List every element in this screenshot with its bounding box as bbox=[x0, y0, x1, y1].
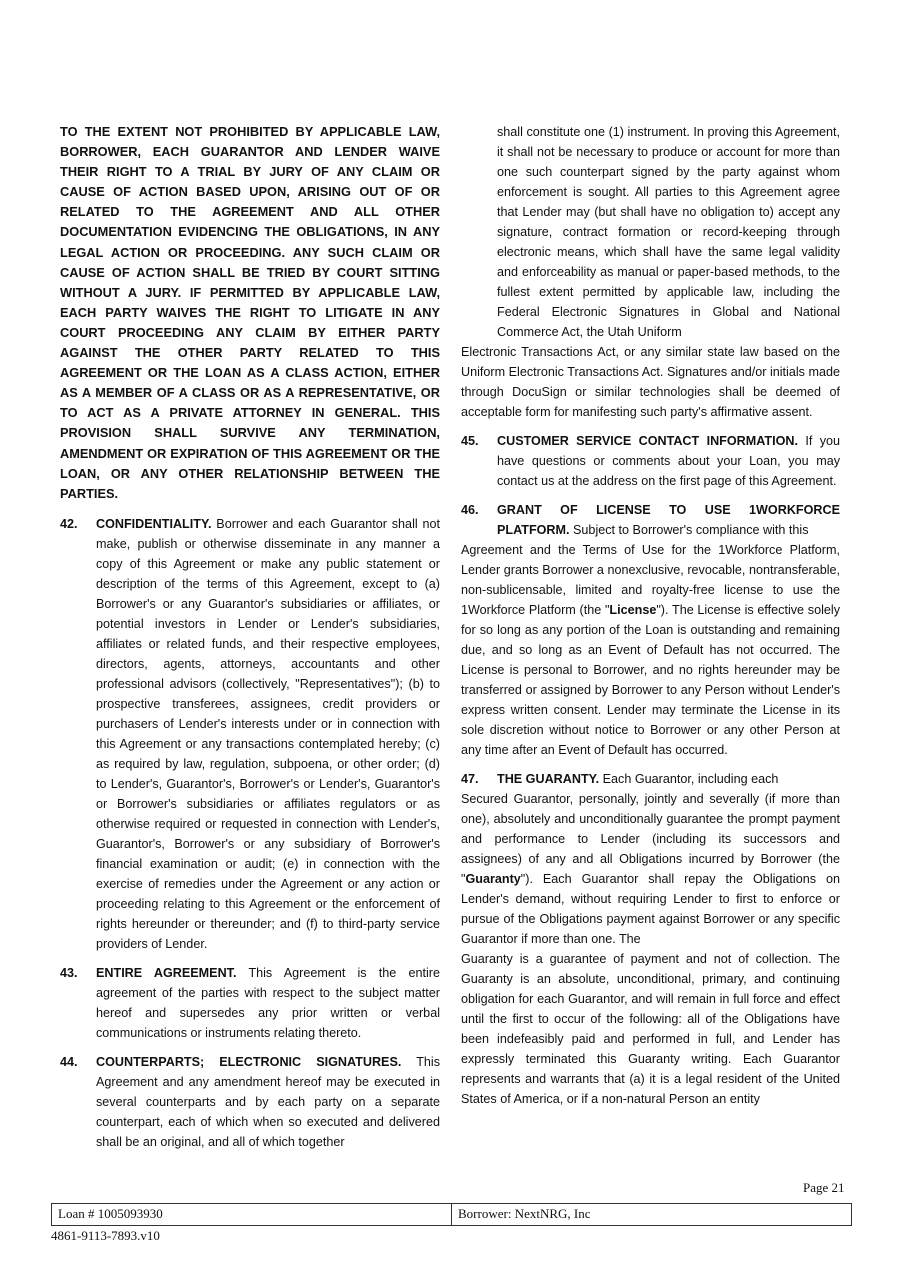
section-44-tail: Electronic Transactions Act, or any similar state law based on the Uniform Electronic Transactions Act. Signatures and/or initials made through DocuSign or similar technologies shall be deemed of acceptable form for manifesting such party's affirmative assent. bbox=[461, 345, 840, 419]
section-heading: ENTIRE AGREEMENT. bbox=[96, 965, 237, 980]
section-lead: Subject to Borrower's compliance with this bbox=[573, 523, 809, 537]
section-heading: COUNTERPARTS; ELECTRONIC SIGNATURES. bbox=[96, 1054, 402, 1069]
section-47-body: Secured Guarantor, personally, jointly and severally (if more than one), absolutely and unconditionally guarantee the prompt payment and performance to Lender (including its successors and assignees) of any and all Obligations incurred by Borrower (the "Guaranty"). Each Guarantor shall repay the Obligations on Lender's demand, without requiring Lender to first to enforce or pursue of the Obligations payment against Borrower or any specific Guarantor if more than one. The bbox=[461, 792, 840, 946]
left-column bbox=[60, 122, 440, 1161]
right-column bbox=[461, 122, 840, 1118]
defined-term-guaranty: Guaranty bbox=[465, 872, 521, 886]
section-45 bbox=[461, 431, 840, 491]
section-number: 47. bbox=[461, 772, 479, 786]
section-heading: GRANT OF LICENSE TO USE 1WORKFORCE PLATFORM. bbox=[497, 503, 840, 537]
section-heading: THE GUARANTY. bbox=[497, 772, 600, 786]
section-44-continued: shall constitute one (1) instrument. In proving this Agreement, it shall not be necessary to produce or account for more than one such counterpart signed by the party against whom enforcement is sought. All parties to this Agreement agree that Lender may (but shall have no obligation to) accept any signature, contract formation or record-keeping through electronic means, which shall have the same legal validity and enforceability as manual or paper-based methods, to the fullest extent permitted by applicable law, including the Federal Electronic Signatures in Global and National Commerce Act, the Utah Uniform bbox=[497, 125, 840, 339]
section-heading: CUSTOMER SERVICE CONTACT INFORMATION. bbox=[497, 434, 798, 448]
section-heading: CONFIDENTIALITY. bbox=[96, 516, 212, 531]
footer-table bbox=[51, 1203, 852, 1226]
page-number: Page 21 bbox=[803, 1180, 845, 1195]
defined-term-license: License bbox=[609, 603, 657, 617]
borrower-name: Borrower: NextNRG, Inc bbox=[451, 1204, 851, 1225]
section-44 bbox=[60, 1052, 440, 1152]
section-number: 44. bbox=[60, 1054, 78, 1069]
section-47-body-2: Guaranty is a guarantee of payment and not of collection. The Guaranty is an absolute, unconditional, primary, and continuing obligation for each Guarantor, and will remain in full force and effect until the first to occur of the following: all of the Obligations have been indefeasibly paid and performed in full, and Lender has expressly terminated this Guaranty writing. Each Guarantor represents and warrants that (a) it is a legal resident of the United States of America, or if a non-natural Person an entity bbox=[461, 952, 840, 1106]
section-number: 46. bbox=[461, 503, 479, 517]
section-number: 42. bbox=[60, 516, 78, 531]
document-id: 4861-9113-7893.v10 bbox=[51, 1228, 160, 1243]
section-body: This Agreement and any amendment hereof may be executed in several counterparts and by each party on a separate counterpart, each of which when so executed and delivered shall be an original, and all of which together bbox=[96, 1054, 440, 1149]
loan-number: Loan # 1005093930 bbox=[58, 1206, 163, 1221]
section-46-body: Agreement and the Terms of Use for the 1Workforce Platform, Lender grants Borrower a nonexclusive, revocable, nontransferable, non-sublicensable, limited and royalty-free license to use the 1Workforce Platform (the "License"). The License is effective solely for so long as any portion of the Loan is outstanding and remaining due, and so long as an Event of Default has not occurred. The License is personal to Borrower, and no rights hereunder may be transferred or assigned by Borrower to any Person without Lender's express written consent. Lender may terminate the License in its sole discretion without notice to Borrower or any other Person at any time after an Event of Default has occurred. bbox=[461, 543, 840, 757]
section-number: 43. bbox=[60, 965, 78, 980]
section-42 bbox=[60, 514, 440, 954]
section-47 bbox=[461, 769, 840, 789]
section-46 bbox=[461, 500, 840, 540]
section-lead: Each Guarantor, including each bbox=[602, 772, 779, 786]
section-43 bbox=[60, 963, 440, 1043]
section-number: 45. bbox=[461, 434, 479, 448]
section-body: Borrower and each Guarantor shall not make, publish or otherwise disseminate in any manner a copy of this Agreement or make any public statement or description of the terms of this Agreement, except to (a) Borrower's or any Guarantor's subsidiaries or affiliates, or potential investors in Lender or Lender's subsidiaries, affiliates or related funds, and their respective employees, directors, agents, attorneys, accountants and other professional advisors (collectively, "Representatives"); (b) to prospective transferees, assignees, credit providers or purchasers of Lender's interests under or in connection with this Agreement or any transactions contemplated hereby; (c) as required by law, regulation, subpoena, or other order; (d) to Lender's, Guarantor's, Borrower's or Lender's, Guarantor's or Borrower's subsidiaries or affiliates regulators or as otherwise required or requested in connection with Lender's, Guarantor's, Borrower's or any subsidiary of Borrower's financial examination or audit; (e) in connection with the exercise of remedies under the Agreement or any action or proceeding relating to this Agreement or the enforcement of rights hereunder or thereunder; and (f) to third-party service providers of Lender. bbox=[96, 516, 441, 951]
jury-waiver-clause: TO THE EXTENT NOT PROHIBITED BY APPLICABLE LAW, BORROWER, EACH GUARANTOR AND LENDER WAIVE THEIR RIGHT TO A TRIAL BY JURY OF ANY CLAIM OR CAUSE OF ACTION BASED UPON, ARISING OUT OF OR RELATED TO THE AGREEMENT AND ALL OTHER DOCUMENTATION EVIDENCING THE OBLIGATIONS, IN ANY LEGAL ACTION OR PROCEEDING. ANY SUCH CLAIM OR CAUSE OF ACTION SHALL BE TRIED BY COURT SITTING WITHOUT A JURY. IF PERMITTED BY APPLICABLE LAW, EACH PARTY WAIVES THE RIGHT TO LITIGATE IN ANY COURT PROCEEDING ANY CLAIM BY EITHER PARTY AGAINST THE OTHER PARTY RELATED TO THIS AGREEMENT OR THE LOAN AS A CLASS ACTION, EITHER AS A MEMBER OF A CLASS OR AS A REPRESENTATIVE, OR TO ACT AS A PRIVATE ATTORNEY IN GENERAL. THIS PROVISION SHALL SURVIVE ANY TERMINATION, AMENDMENT OR EXPIRATION OF THIS AGREEMENT OR THE LOAN, OR ANY OTHER RELATIONSHIP BETWEEN THE PARTIES. bbox=[60, 124, 440, 501]
section-body: This Agreement is the entire agreement of the parties with respect to the subject matter hereof and supersedes any prior written or verbal communications or instruments relating thereto. bbox=[96, 965, 440, 1040]
section-body: If you have questions or comments about your Loan, you may contact us at the address on the first page of this Agreement. bbox=[497, 434, 840, 488]
